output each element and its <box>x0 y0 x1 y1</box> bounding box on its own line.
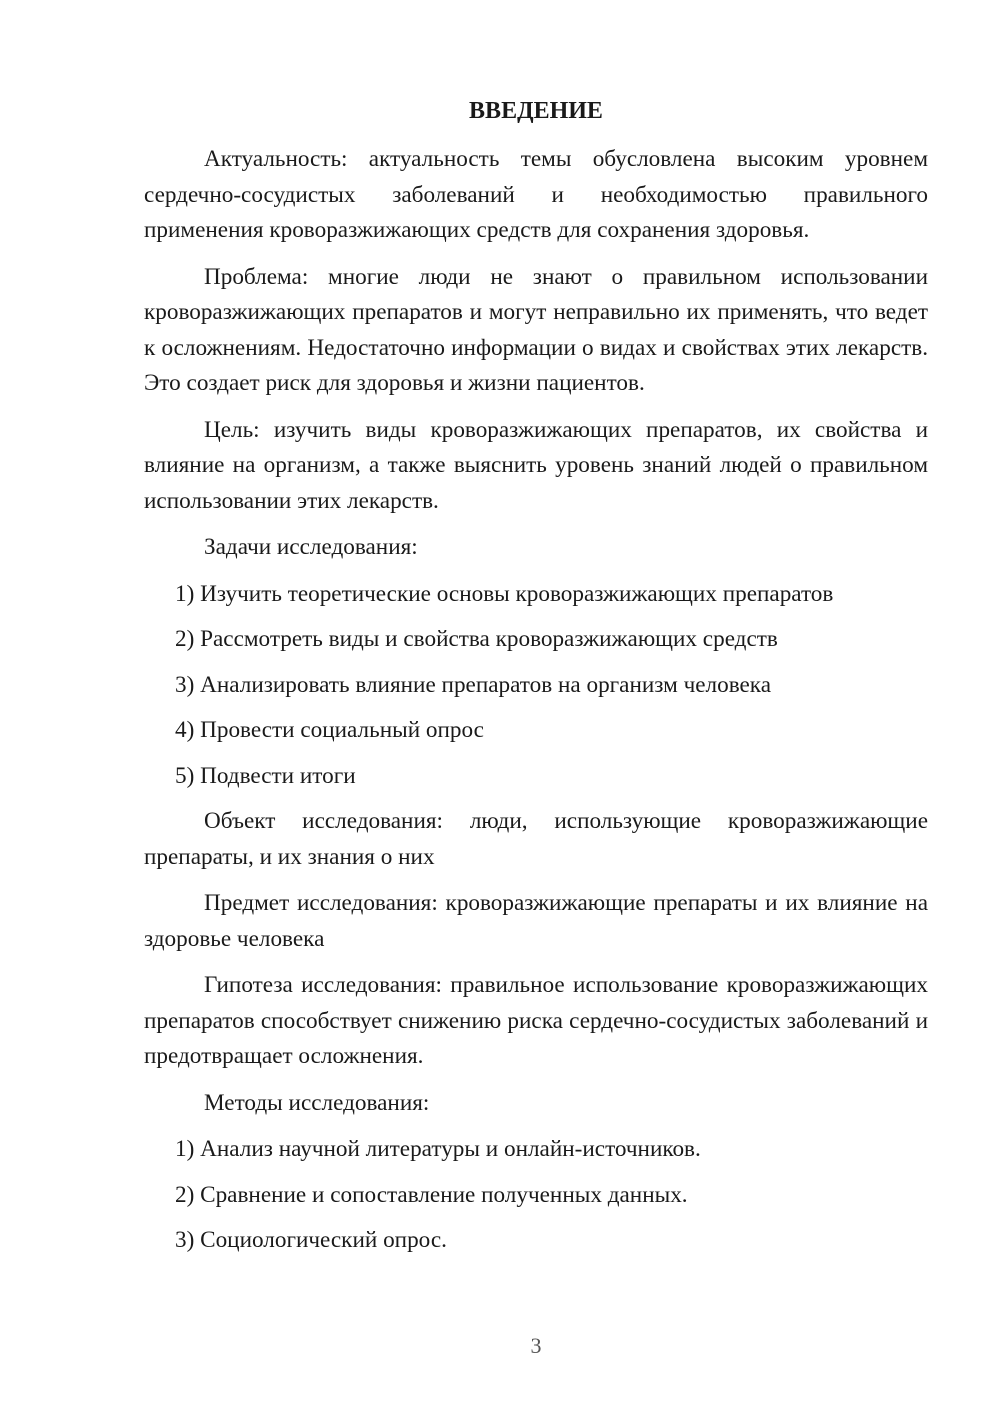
tasks-heading: Задачи исследования: <box>204 534 418 560</box>
list-item: 3) Социологический опрос. <box>175 1227 447 1253</box>
relevance-paragraph: Актуальность: актуальность темы обусловлена высоким уровнем сердечно-сосудистых заболеваний и необходимостью правильного применения кроворазжижающих средств для сохранения здоровья. <box>144 146 928 243</box>
list-item: 5) Подвести итоги <box>175 762 356 789</box>
object-paragraph: Объект исследования: люди, использующие кроворазжижающие препараты, и их знания о них <box>144 808 928 870</box>
page-title: ВВЕДЕНИЕ <box>469 98 603 124</box>
tasks-list <box>144 577 928 795</box>
list-item: 3) Анализировать влияние препаратов на организм человека <box>175 671 772 698</box>
subject-paragraph: Предмет исследования: кроворазжижающие препараты и их влияние на здоровье человека <box>144 890 928 952</box>
list-item: 2) Рассмотреть виды и свойства кроворазжижающих средств <box>175 626 778 652</box>
methods-heading: Методы исследования: <box>204 1089 430 1116</box>
list-item: 2) Сравнение и сопоставление полученных данных. <box>175 1181 688 1208</box>
goal-paragraph: Цель: изучить виды кроворазжижающих препаратов, их свойства и влияние на организм, а также выяснить уровень знаний людей о правильном использовании этих лекарств. <box>144 416 928 514</box>
hypothesis-paragraph: Гипотеза исследования: правильное использование кроворазжижающих препаратов способствует снижению риска сердечно-сосудистых заболеваний и предотвращает осложнения. <box>144 972 928 1069</box>
methods-list <box>144 1132 928 1259</box>
page-content <box>144 142 928 1269</box>
list-item: 1) Изучить теоретические основы кроворазжижающих препаратов <box>175 580 834 607</box>
list-item: 1) Анализ научной литературы и онлайн-источников. <box>175 1136 701 1162</box>
list-item: 4) Провести социальный опрос <box>175 717 484 743</box>
problem-paragraph: Проблема: многие люди не знают о правильном использовании кроворазжижающих препаратов и могут неправильно их применять, что ведет к осложнениям. Недостаточно информации о видах и свойствах этих лекарств. Это создает риск для здоровья и жизни пациентов. <box>144 263 928 396</box>
page-number: 3 <box>530 1333 542 1358</box>
